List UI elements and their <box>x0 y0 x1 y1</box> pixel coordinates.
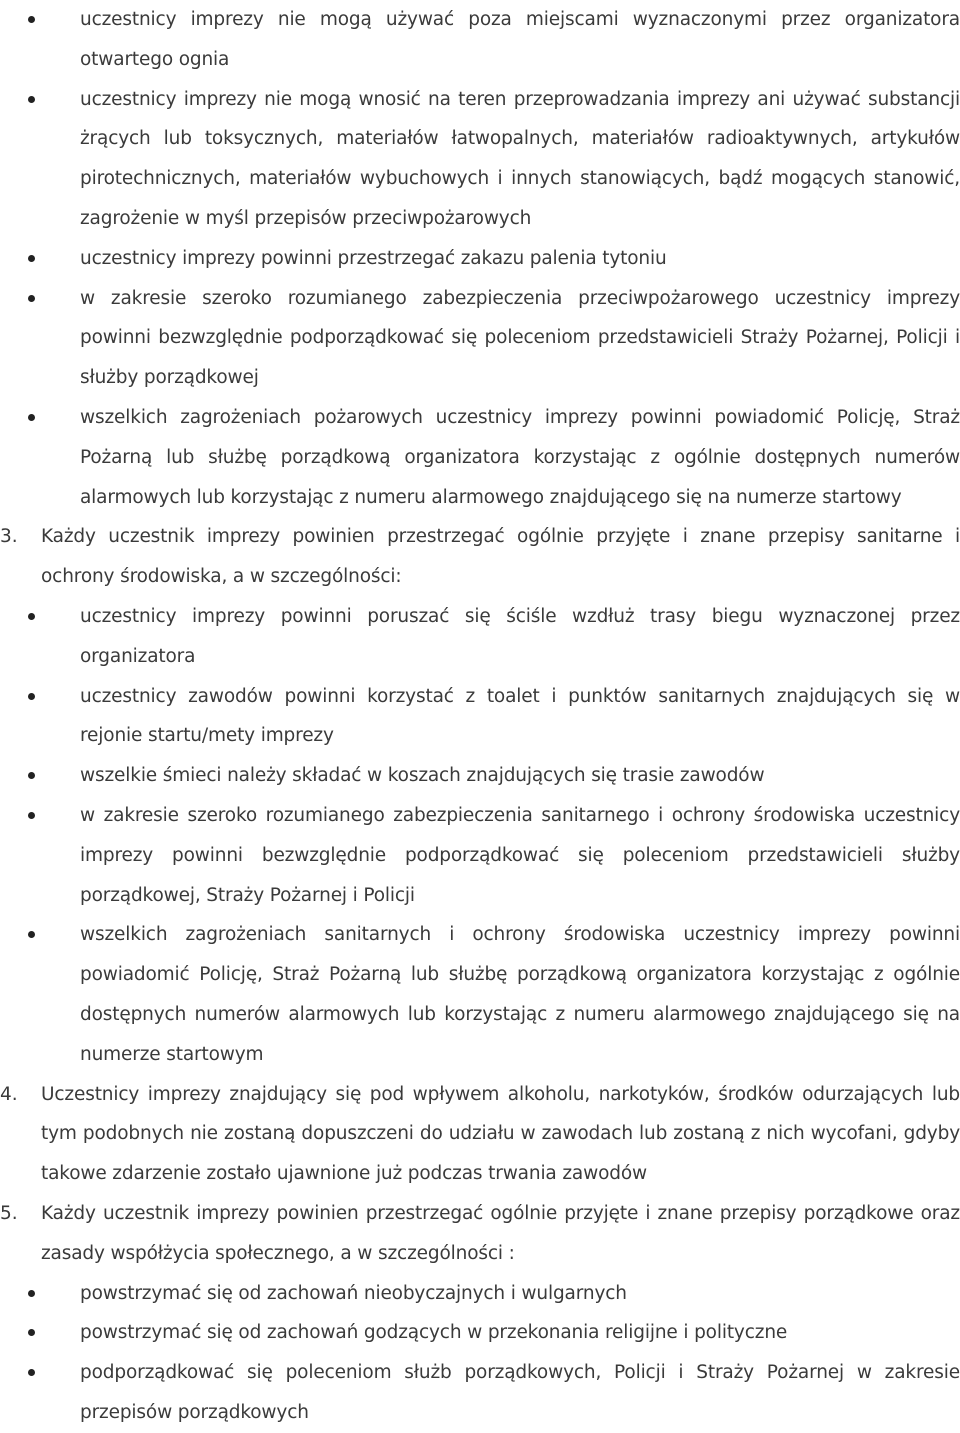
list-item <box>0 1353 960 1433</box>
list-item <box>0 597 960 677</box>
bullet-icon <box>0 80 80 120</box>
list-item-text: powstrzymać się od zachowań godzących w przekonania religijne i polityczne <box>80 1322 788 1344</box>
list-item-text: uczestnicy zawodów powinni korzystać z toalet i punktów sanitarnych znajdujących się w rejonie startu/mety imprezy <box>80 685 960 747</box>
numbered-item-text: Każdy uczestnik imprezy powinien przestrzegać ogólnie przyjęte i znane przepisy porządkowe oraz zasady współżycia społecznego, a w szczególności : <box>41 1202 960 1264</box>
bullet-icon <box>0 279 80 319</box>
list-item-text: wszelkich zagrożeniach sanitarnych i ochrony środowiska uczestnicy imprezy powinni powiadomić Policję, Straż Pożarną lub służbę porządkową organizatora korzystając z ogólnie dostępnych numerów alarmowych lub korzystając z numeru alarmowego znajdującego się na numerze startowym <box>80 924 960 1065</box>
bullet-icon <box>0 756 80 796</box>
item-number: 5. <box>0 1202 18 1224</box>
list-item-text: w zakresie szeroko rozumianego zabezpieczenia przeciwpożarowego uczestnicy imprezy powinni bezwzględnie podporządkować się poleceniom przedstawicieli Straży Pożarnej, Policji i służby porządkowej <box>80 287 960 389</box>
bullet-icon <box>0 398 80 438</box>
list-item <box>0 239 960 279</box>
numbered-item <box>0 1194 960 1274</box>
list-item <box>0 1313 960 1353</box>
list-item-text: uczestnicy imprezy powinni poruszać się ściśle wzdłuż trasy biegu wyznaczonej przez organizatora <box>80 605 960 667</box>
bullet-icon <box>0 915 80 955</box>
list-item <box>0 796 960 915</box>
list-item-text: wszelkie śmieci należy składać w koszach znajdujących się trasie zawodów <box>80 765 765 787</box>
list-item-text: wszelkich zagrożeniach pożarowych uczestnicy imprezy powinni powiadomić Policję, Straż Pożarną lub służbę porządkową organizatora korzystając z ogólnie dostępnych numerów alarmowych lub korzystając z numeru alarmowego znajdującego się na numerze startowy <box>80 406 960 508</box>
numbered-item-text: Uczestnicy imprezy znajdujący się pod wpływem alkoholu, narkotyków, środków odurzających lub tym podobnych nie zostaną dopuszczeni do udziału w zawodach lub zostaną z nich wycofani, gdyby takowe zdarzenie zostało ujawnione już podczas trwania zawodów <box>41 1083 960 1185</box>
bullet-icon <box>0 0 80 40</box>
bullet-icon <box>0 677 80 717</box>
list-item <box>0 398 960 517</box>
numbered-item <box>0 1075 960 1194</box>
bullet-icon <box>0 1274 80 1314</box>
item-number: 4. <box>0 1083 18 1105</box>
bullet-icon <box>0 1353 80 1393</box>
list-item-text: w zakresie szeroko rozumianego zabezpieczenia sanitarnego i ochrony środowiska uczestnicy imprezy powinni bezwzględnie podporządkować się poleceniom przedstawicieli służby porządkowej, Straży Pożarnej i Policji <box>80 804 960 906</box>
list-item-text: powstrzymać się od zachowań nieobyczajnych i wulgarnych <box>80 1282 627 1304</box>
list-item <box>0 756 960 796</box>
list-item-text: uczestnicy imprezy nie mogą wnosić na teren przeprowadzania imprezy ani używać substancji żrących lub toksycznych, materiałów łatwopalnych, materiałów radioaktywnych, artykułów pirotechnicznych, materiałów wybuchowych i innych stanowiących, bądź mogących stanowić, zagrożenie w myśl przepisów przeciwpożarowych <box>80 88 960 229</box>
list-item <box>0 80 960 239</box>
bullet-icon <box>0 1313 80 1353</box>
bullet-icon <box>0 597 80 637</box>
bullet-icon <box>0 796 80 836</box>
bullet-icon <box>0 239 80 279</box>
list-item <box>0 279 960 398</box>
list-item <box>0 677 960 757</box>
numbered-item-text: Każdy uczestnik imprezy powinien przestrzegać ogólnie przyjęte i znane przepisy sanitarne i ochrony środowiska, a w szczególności: <box>41 526 960 588</box>
list-item <box>0 0 960 80</box>
list-item-text: podporządkować się poleceniom służb porządkowych, Policji i Straży Pożarnej w zakresie przepisów porządkowych <box>80 1362 960 1423</box>
numbered-item <box>0 517 960 597</box>
list-item <box>0 1274 960 1314</box>
item-number: 3. <box>0 526 18 548</box>
list-item <box>0 915 960 1074</box>
list-item-text: uczestnicy imprezy nie mogą używać poza miejscami wyznaczonymi przez organizatora otwartego ognia <box>80 9 960 70</box>
list-item-text: uczestnicy imprezy powinni przestrzegać zakazu palenia tytoniu <box>80 247 667 269</box>
